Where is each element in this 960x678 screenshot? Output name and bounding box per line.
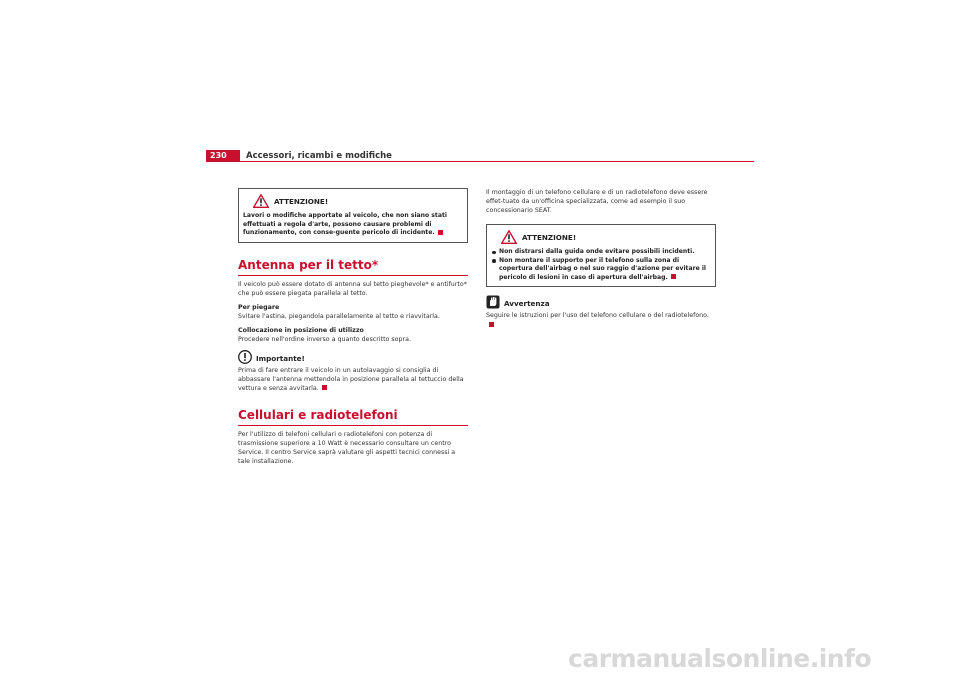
- warning-box: [238, 188, 468, 243]
- warning-triangle-icon: [501, 230, 517, 244]
- warning-title: ATTENZIONE!: [274, 196, 329, 206]
- end-mark-icon: [438, 230, 443, 235]
- phones-install-text: Il montaggio di un telefono cellulare e di un radiotelefono deve essere effet-tuato da un'officina specializzata, come ad esempio il suo concessionario SEAT.: [486, 189, 708, 214]
- running-title: Accessori, ricambi e modifiche: [246, 151, 392, 161]
- antenna-intro: Il veicolo può essere dotato di antenna sul tetto pieghevole* e antifurto* che può essere piegata parallela al tetto.: [238, 280, 467, 297]
- position-text: Procedere nell'ordine inverso a quanto descritto sopra.: [238, 335, 411, 343]
- phones-text: Per l'utilizzo di telefoni cellulari o radiotelefoni con potenza di trasmissione superiore a 10 Watt è necessario consultare un centro Service. Il centro Service saprà valutare gli aspetti tecnici connessi a tale installazione.: [238, 430, 456, 465]
- warning-title: ATTENZIONE!: [522, 232, 577, 242]
- important-text: Prima di fare entrare il veicolo in un autolavaggio si consiglia di abbassare l'antenna mettendola in posizione parallela al tettuccio della vettura e senza avvitarla.: [238, 366, 464, 392]
- header-rule: [206, 161, 754, 162]
- warning-triangle-icon: [253, 194, 269, 208]
- warning-bullets: [491, 248, 711, 282]
- warning-box: [486, 224, 716, 287]
- section-title-antenna: Antenna per il tetto*: [238, 257, 468, 276]
- note-text: Seguire le istruzioni per l'uso del telefono cellulare o del radiotelefono.: [486, 312, 709, 320]
- note-header: [486, 295, 716, 309]
- end-mark-icon: [489, 322, 494, 327]
- right-column: [486, 188, 716, 334]
- list-item: Non distrarsi dalla guida onde evitare possibili incidenti.: [491, 248, 711, 257]
- end-mark-icon: [322, 385, 327, 390]
- fold-heading: Per piegare: [238, 303, 280, 311]
- position-heading: Collocazione in posizione di utilizzo: [238, 326, 364, 334]
- list-item: Non montare il supporto per il telefono sulla zona di copertura dell'airbag o nel suo raggio d'azione per evitare il pericolo di lesioni in caso di apertura dell'airbag.: [491, 257, 711, 283]
- important-title: Importante!: [256, 353, 305, 363]
- fold-text: Svitare l'astina, piegandola parallelamente al tetto e riavvitarla.: [238, 312, 440, 320]
- page-number: 230: [206, 150, 240, 162]
- warning-header: [491, 228, 711, 246]
- end-mark-icon: [671, 274, 676, 279]
- important-header: [238, 350, 468, 364]
- watermark: carmanualsonline.info: [568, 644, 872, 673]
- warning-text: Lavori o modifiche apportate al veicolo, che non siano stati effettuati a regola d'arte, possono causare problemi di funzionamento, con conse-guente pericolo di incidente.: [243, 212, 447, 237]
- hand-note-icon: [486, 295, 500, 309]
- important-icon: [238, 350, 252, 364]
- warning-header: [243, 192, 463, 210]
- left-column: [238, 188, 468, 471]
- note-title: Avvertenza: [504, 299, 550, 309]
- section-title-phones: Cellulari e radiotelefoni: [238, 407, 468, 426]
